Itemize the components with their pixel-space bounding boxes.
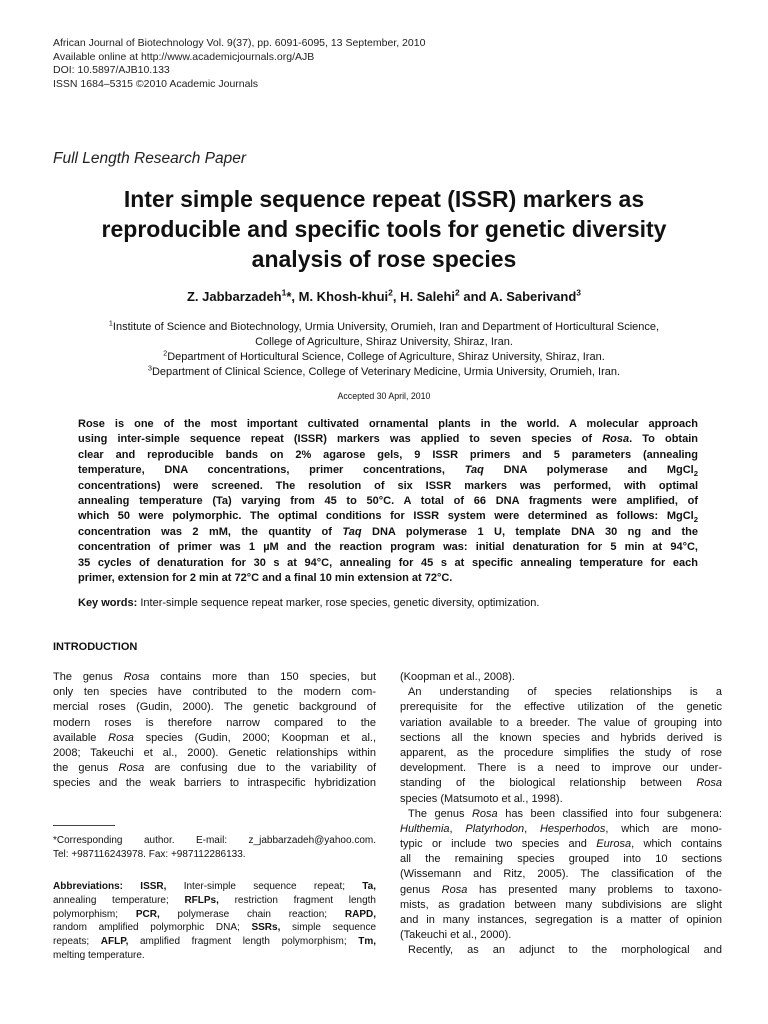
abbrev-def: Inter-simple sequence repeat; (166, 881, 363, 892)
abbrev-term: AFLP, (100, 936, 129, 948)
abbrev-line (53, 908, 376, 922)
paper-title (40, 184, 728, 274)
abbrev-line (53, 921, 376, 935)
abbrev-term: Tm, (358, 936, 377, 948)
abbrev-def: repeats; (53, 936, 101, 948)
abbrev-label: Abbreviations: (53, 881, 124, 892)
body-line (400, 837, 722, 852)
body-line (400, 776, 722, 791)
abbrev-term: RFLPs, (184, 894, 219, 906)
author-affil-ref: 3 (576, 287, 581, 298)
subscript: 2 (693, 469, 698, 479)
title-line: reproducible and specific tools for genetic diversity (101, 216, 667, 242)
body-line: sections all the known species and hybrids derived is (400, 731, 722, 744)
affiliation (40, 365, 728, 380)
text: using inter-simple sequence repeat (ISSR) markers was applied to seven species of (78, 433, 593, 446)
author: Z. Jabbarzadeh (186, 289, 282, 304)
online-url: Available online at http://www.academicjournals.org/AJB (53, 50, 315, 63)
body-column-right (400, 670, 722, 959)
body-line (53, 670, 376, 685)
text: The genus (53, 671, 113, 683)
text: the genus (53, 762, 109, 775)
affiliations (40, 320, 728, 380)
abstract-line: clear and reproducible bands on 2% agarose gels, 9 ISSR primers and 5 parameters (annealing (78, 448, 698, 461)
body-line: prerequisite for the effective utilization of the genetic (400, 701, 722, 714)
author-sep: and (459, 289, 490, 304)
abstract-line: 35 cycles of denaturation for 30 s at 94°C, annealing for 45 s at specific annealing temperature for each (78, 556, 698, 569)
body-line: mists, as gradation between many subdivisions are slight (400, 898, 722, 911)
abstract-line (78, 509, 698, 524)
corresponding-author (53, 834, 376, 862)
italic-term: Rosa (108, 731, 134, 744)
footnote-line: *Corresponding author. E-mail: z_jabbarzadeh@yahoo.com. (53, 835, 376, 846)
keywords-label: Key words: (78, 597, 138, 609)
body-line: modern roses is therefore narrow compared to the (53, 716, 376, 729)
text: has presented many problems to taxono- (479, 883, 722, 896)
abbrev-line (53, 894, 376, 908)
abbrev-term: PCR, (135, 908, 160, 920)
title-line: Inter simple sequence repeat (ISSR) markers as (123, 186, 645, 212)
text: available (53, 731, 97, 744)
abstract-line: Rose is one of the most important cultivated ornamental plants in the world. A molecular approach (78, 418, 698, 430)
keywords (78, 597, 539, 609)
author-affil-ref: 2 (388, 287, 393, 298)
body-line: species (Matsumoto et al., 1998). (400, 792, 563, 805)
body-column-left (53, 670, 376, 792)
affil-text: Institute of Science and Biotechnology, Urmia University, Orumieh, Iran and Department of Horticultural Science, (112, 321, 660, 333)
abbrev-line (53, 880, 376, 894)
text: are confusing due to the variability of (154, 762, 376, 775)
authors (0, 289, 768, 304)
text: , (449, 822, 466, 835)
body-line: (Koopman et al., 2008). (400, 671, 515, 683)
text: . To obtain (629, 433, 698, 446)
journal-citation: African Journal of Biotechnology Vol. 9(37), pp. 6091-6095, 13 September, 2010 (53, 37, 426, 49)
body-line (400, 807, 722, 822)
abstract-line (78, 463, 698, 478)
abbrev-line: melting temperature. (53, 949, 145, 961)
body-line: development. There is a need to improve our under- (400, 762, 722, 775)
keywords-text: Inter-simple sequence repeat marker, rose species, genetic diversity, optimization. (137, 597, 540, 609)
body-line: all the remaining species grouped into 10 sections (400, 853, 722, 866)
author-affil-ref: 1 (281, 287, 287, 298)
accepted-date: Accepted 30 April, 2010 (337, 391, 431, 401)
italic-term: Eurosa (596, 838, 632, 851)
italic-term: Rosa (441, 883, 468, 896)
title-line: analysis of rose species (251, 246, 517, 272)
section-heading: INTRODUCTION (53, 641, 138, 653)
journal-header (53, 37, 425, 91)
abbrev-term: SSRs, (251, 922, 281, 934)
body-line: (Wissemann and Ritz, 2005). The classification of the (400, 868, 722, 881)
abbrev-def: restriction fragment length (218, 894, 376, 906)
abstract-line (78, 432, 698, 447)
text: The genus (408, 807, 465, 820)
body-line (53, 761, 376, 776)
italic-term: Rosa (696, 777, 723, 790)
affil-number: 2 (163, 349, 168, 358)
paper-type: Full Length Research Paper (53, 150, 247, 167)
body-line: mercial roses (Gudin, 2000). The genetic background of (53, 701, 376, 714)
doi: DOI: 10.5897/AJB10.133 (53, 64, 170, 76)
abbrev-term: Ta, (362, 881, 376, 892)
affiliation (40, 350, 728, 365)
abstract-line: primer, extension for 2 min at 72°C and a final 10 min extension at 72°C. (78, 571, 453, 584)
italic-term: Taq (464, 464, 484, 477)
author: H. Salehi (400, 289, 456, 304)
text: typic or include two species and (400, 838, 587, 851)
affil-number: 1 (108, 319, 113, 328)
italic-term: Rosa (471, 807, 498, 820)
abstract-line: annealing temperature (Ta) varying from 45 to 50°C. A total of 66 DNA fragments were amplified, of (78, 494, 698, 507)
abstract (78, 417, 698, 586)
text: standing of the biological relationship between (400, 777, 682, 790)
affil-text: Department of Horticultural Science, College of Agriculture, Shiraz University, Shiraz, Iran. (167, 351, 605, 363)
abbrev-def: amplified fragment length polymorphism; (128, 936, 359, 948)
abstract-line (78, 525, 698, 540)
footnote-line: Tel: +987116243978. Fax: +987112286133. (53, 849, 246, 860)
abbrev-def: random amplified polymorphic DNA; (53, 922, 252, 934)
affil-number: 3 (147, 364, 152, 373)
italic-term: Platyrhodon (465, 822, 525, 835)
text: , (524, 822, 540, 835)
issn: ISSN 1684–5315 ©2010 Academic Journals (53, 77, 259, 90)
author-affil-ref: 2 (455, 287, 460, 298)
text: DNA polymerase and MgCl (503, 464, 694, 477)
abbrev-term: ISSR, (140, 881, 167, 892)
text: , which contains (631, 838, 722, 851)
body-line: only ten species have contributed to the modern com- (53, 686, 376, 699)
italic-term: Hesperhodos (539, 822, 606, 835)
body-line: variation available to a breeder. The value of grouping into (400, 716, 722, 729)
body-line: and in many instances, segregation is a matter of opinion (400, 914, 722, 926)
author-sep: , (392, 289, 401, 304)
abbrev-term: RAPD, (344, 908, 376, 920)
subscript: 2 (693, 515, 698, 525)
body-line: An understanding of species relationships is a (408, 686, 722, 699)
italic-term: Rosa (123, 671, 150, 683)
author: A. Saberivand (489, 289, 577, 304)
body-line: species and the weak barriers to intraspecific hybridization (53, 777, 376, 790)
body-line: Recently, as an adjunct to the morphological and (408, 944, 722, 957)
text: has been classified into four subgenera: (505, 807, 722, 820)
italic-term: Rosa (118, 762, 145, 775)
text: contains more than 150 species, but (160, 671, 376, 683)
italic-term: Rosa (602, 433, 630, 446)
text: DNA polymerase 1 U, template DNA 30 ng and the (372, 525, 699, 538)
abbrev-line (53, 935, 376, 949)
body-line (400, 883, 722, 898)
text: concentration was 2 mM, the quantity of (78, 525, 332, 538)
abstract-line: concentration of primer was 1 µM and the reaction program was: initial denaturation for 5 min at 94°C, (78, 541, 698, 554)
body-line: 2008; Takeuchi et al., 2000). Genetic relationships within (53, 746, 376, 759)
author: M. Khosh-khui (298, 289, 389, 304)
text: which 50 were polymorphic. The optimal conditions for ISSR system were determined as follows: MgCl (78, 510, 694, 523)
abbreviations (53, 880, 376, 963)
affiliation (40, 320, 728, 335)
italic-term: Taq (342, 525, 362, 538)
affil-text: Department of Clinical Science, College of Veterinary Medicine, Urmia University, Orumieh, Iran. (151, 366, 621, 378)
body-line: apparent, as the procedure simplifies the study of rose (400, 746, 722, 759)
text: genus (400, 883, 430, 896)
abbrev-def: simple sequence (280, 922, 377, 934)
footnote-divider (53, 825, 115, 826)
body-line (400, 822, 722, 837)
abbrev-def: annealing temperature; (53, 894, 185, 906)
text: , which are mono- (605, 822, 722, 835)
text: species (Gudin, 2000; Koopman et al., (145, 731, 377, 744)
abstract-line: concentrations) were screened. The resolution of six ISSR markers was performed, with optimal (78, 479, 698, 492)
text: temperature, DNA concentrations, primer concentrations, (78, 464, 445, 477)
italic-term: Hulthemia (400, 822, 450, 835)
abbrev-def: polymorphism; (53, 908, 136, 920)
body-line (53, 731, 376, 746)
author-sep: *, (286, 289, 299, 304)
affiliation: College of Agriculture, Shiraz University, Shiraz, Iran. (255, 336, 513, 348)
abbrev-def: polymerase chain reaction; (159, 908, 345, 920)
body-line: (Takeuchi et al., 2000). (400, 929, 512, 942)
